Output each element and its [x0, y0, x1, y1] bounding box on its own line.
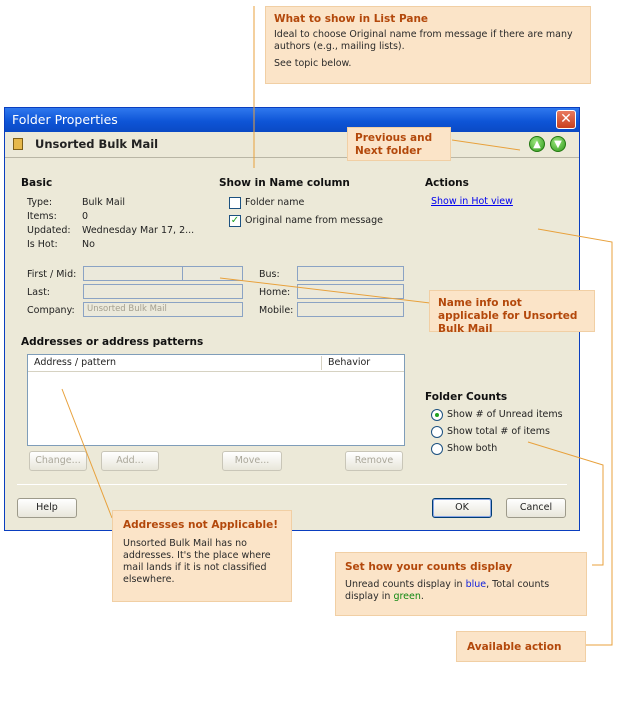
addresses-list[interactable]: [27, 354, 405, 446]
callout-title: Name info not applicable for Unsorted Bulk Mail: [438, 297, 578, 336]
show-both-label: Show both: [447, 443, 498, 454]
is-hot-label: Is Hot:: [27, 239, 58, 250]
items-value: 0: [82, 211, 89, 222]
callout-list-pane: [265, 6, 591, 84]
help-button[interactable]: Help: [17, 498, 77, 518]
folder-name: Unsorted Bulk Mail: [35, 137, 159, 151]
last-label: Last:: [27, 287, 50, 298]
ok-button[interactable]: OK: [432, 498, 492, 518]
company-field[interactable]: [83, 302, 243, 317]
addresses-list-header: [28, 355, 404, 372]
type-label: Type:: [27, 197, 53, 208]
bottom-separator: [17, 484, 567, 485]
name-column-header: Show in Name column: [219, 177, 350, 189]
updated-label: Updated:: [27, 225, 71, 236]
callout-name-info: [429, 290, 595, 336]
show-unread-label: Show # of Unread items: [447, 409, 563, 420]
change-button[interactable]: Change...: [29, 451, 87, 471]
column-behavior[interactable]: Behavior: [328, 357, 371, 368]
updated-value: Wednesday Mar 17, 2...: [82, 225, 195, 236]
original-name-label: Original name from message: [245, 215, 383, 226]
add-button[interactable]: Add...: [101, 451, 159, 471]
green-word: green: [393, 590, 421, 602]
dialog-title: Folder Properties: [12, 112, 118, 127]
folder-name-checkbox[interactable]: [229, 197, 241, 209]
callout-text: Ideal to choose Original name from message if there are many authors (e.g., mailing lists).: [274, 29, 573, 52]
folder-name-label: Folder name: [245, 197, 305, 208]
close-icon: ✕: [560, 111, 572, 127]
bus-label: Bus:: [259, 269, 280, 280]
middle-name-field[interactable]: [182, 266, 243, 281]
callout-prev-next: [347, 127, 451, 161]
remove-button[interactable]: Remove: [345, 451, 403, 471]
callout-text-start: Unread counts display in: [345, 579, 466, 590]
folder-counts-header: Folder Counts: [425, 391, 508, 403]
cancel-button[interactable]: Cancel: [506, 498, 566, 518]
original-name-checkbox[interactable]: [229, 215, 241, 227]
show-in-hot-view-link[interactable]: Show in Hot view: [431, 196, 513, 207]
callout-title: Set how your counts display: [345, 561, 513, 573]
blue-word: blue: [465, 579, 487, 590]
home-phone-field[interactable]: [297, 284, 404, 299]
move-button[interactable]: Move...: [222, 451, 282, 471]
type-value: Bulk Mail: [82, 197, 125, 208]
column-address-pattern[interactable]: Address / pattern: [34, 357, 116, 368]
show-unread-radio[interactable]: [431, 409, 443, 421]
callout-title: What to show in List Pane: [274, 13, 429, 25]
show-total-radio[interactable]: [431, 426, 443, 438]
show-both-radio[interactable]: [431, 443, 443, 455]
first-name-field[interactable]: [83, 266, 183, 281]
last-name-field[interactable]: [83, 284, 243, 299]
items-label: Items:: [27, 211, 57, 222]
show-total-label: Show total # of items: [447, 426, 550, 437]
callout-addresses: [112, 510, 292, 602]
actions-header: Actions: [425, 177, 469, 189]
callout-title: Previous and Next folder: [355, 132, 433, 157]
first-mid-label: First / Mid:: [27, 269, 77, 280]
callout-text: Unsorted Bulk Mail has no addresses. It's the place where mail lands if it is not classified elsewhere.: [123, 538, 271, 585]
callout-title: Addresses not Applicable!: [123, 519, 279, 531]
company-value: Unsorted Bulk Mail: [87, 304, 167, 314]
basic-header: Basic: [21, 177, 53, 189]
arrow-down-icon: ▼: [554, 139, 562, 150]
arrow-up-icon: ▲: [533, 139, 541, 150]
bus-phone-field[interactable]: [297, 266, 404, 281]
home-label: Home:: [259, 287, 291, 298]
callout-text-end: .: [420, 590, 424, 602]
mobile-phone-field[interactable]: [297, 302, 404, 317]
is-hot-value: No: [82, 239, 95, 250]
column-divider: [321, 356, 322, 370]
callout-text-mid: , Total counts display in: [345, 579, 550, 602]
callout-text: [345, 579, 577, 603]
checkmark-icon: ✓: [230, 215, 240, 226]
callout-text: See topic below.: [274, 57, 352, 69]
callout-counts: [335, 552, 587, 616]
callout-action: [456, 631, 586, 662]
callout-title: Available action: [467, 641, 562, 653]
company-label: Company:: [27, 305, 75, 316]
addresses-header: Addresses or address patterns: [21, 336, 204, 348]
mobile-label: Mobile:: [259, 305, 294, 316]
